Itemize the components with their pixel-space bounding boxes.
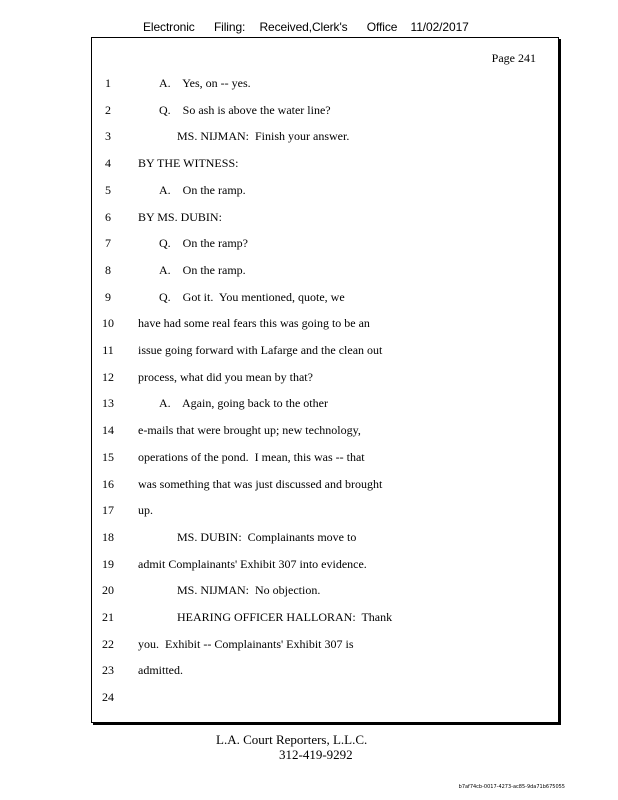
transcript-line <box>92 556 558 572</box>
transcript-line <box>92 209 558 225</box>
transcript-line <box>92 155 558 171</box>
line-text: MS. NIJMAN: No objection. <box>177 583 321 598</box>
transcript-line <box>92 422 558 438</box>
line-text: BY THE WITNESS: <box>138 156 239 171</box>
transcript-line <box>92 476 558 492</box>
line-number: 15 <box>102 449 114 464</box>
line-text: up. <box>138 503 153 518</box>
line-number: 8 <box>105 262 111 277</box>
transcript-line <box>92 662 558 678</box>
transcript-line <box>92 315 558 331</box>
line-number: 7 <box>105 236 111 251</box>
line-text: A. Yes, on -- yes. <box>159 76 251 90</box>
line-number: 4 <box>105 156 111 171</box>
transcript-line <box>92 289 558 305</box>
line-number: 21 <box>102 610 114 624</box>
line-number: 13 <box>102 396 114 411</box>
transcript-line <box>92 689 558 705</box>
transcript-line <box>92 262 558 278</box>
document-hash: b7af74cb-0017-4273-ac85-9da71b675055 <box>458 784 565 790</box>
line-number: 12 <box>102 369 114 384</box>
line-text: admit Complainants' Exhibit 307 into evidence. <box>138 556 367 571</box>
line-number: 19 <box>102 556 114 571</box>
line-text: A. On the ramp. <box>159 262 246 277</box>
transcript-line <box>92 235 558 251</box>
page-number: Page 241 <box>491 51 536 65</box>
transcript-line <box>92 102 558 118</box>
transcript-page <box>91 37 559 723</box>
line-number: 23 <box>102 663 114 678</box>
transcript-line <box>92 636 558 652</box>
transcript-line <box>92 449 558 465</box>
filing-header-date: 11/02/2017 <box>410 20 469 34</box>
line-text: operations of the pond. I mean, this was -- that <box>138 449 365 464</box>
line-number: 16 <box>102 476 114 491</box>
line-number: 5 <box>105 182 111 197</box>
line-text: admitted. <box>138 663 183 678</box>
line-number: 6 <box>105 209 111 224</box>
line-number: 20 <box>102 583 114 598</box>
line-text: issue going forward with Lafarge and the clean out <box>138 343 383 357</box>
line-number: 10 <box>102 316 114 331</box>
transcript-line <box>92 369 558 385</box>
line-text: BY MS. DUBIN: <box>138 209 222 224</box>
transcript-line <box>92 342 558 358</box>
line-text: Q. On the ramp? <box>159 236 248 251</box>
line-text: have had some real fears this was going to be an <box>138 316 370 331</box>
transcript-line <box>92 529 558 545</box>
line-text: Q. Got it. You mentioned, quote, we <box>159 289 345 304</box>
line-text: A. Again, going back to the other <box>159 396 328 411</box>
line-number: 2 <box>105 102 111 117</box>
line-text: MS. NIJMAN: Finish your answer. <box>177 129 350 144</box>
line-text: e-mails that were brought up; new technology, <box>138 423 361 438</box>
line-number: 22 <box>102 636 114 651</box>
transcript-line <box>92 609 558 625</box>
transcript-line <box>92 128 558 144</box>
line-number: 24 <box>102 690 114 705</box>
filing-header-word: Filing: <box>213 20 246 34</box>
line-number: 3 <box>105 129 111 144</box>
line-text: process, what did you mean by that? <box>138 369 313 384</box>
line-number: 9 <box>105 289 111 304</box>
line-text: was something that was just discussed and brought <box>138 476 383 491</box>
court-reporter-phone: 312-419-9292 <box>279 747 353 762</box>
line-text: Q. So ash is above the water line? <box>159 102 331 117</box>
line-text: you. Exhibit -- Complainants' Exhibit 307 is <box>138 636 354 651</box>
filing-header-word: Electronic <box>143 20 195 34</box>
transcript-line <box>92 75 558 91</box>
line-text: MS. DUBIN: Complainants move to <box>177 529 357 544</box>
line-text: HEARING OFFICER HALLORAN: Thank <box>177 610 393 624</box>
line-number: 11 <box>102 343 114 357</box>
transcript-line <box>92 502 558 518</box>
transcript-line <box>92 395 558 411</box>
filing-header <box>143 20 469 34</box>
line-text: A. On the ramp. <box>159 182 246 197</box>
line-number: 14 <box>102 423 114 438</box>
transcript-line <box>92 182 558 198</box>
line-number: 17 <box>102 503 114 518</box>
filing-header-word: Received,Clerk's <box>259 20 348 34</box>
filing-header-word: Office <box>366 20 398 34</box>
transcript-line <box>92 582 558 598</box>
line-number: 18 <box>102 529 114 544</box>
line-number: 1 <box>105 76 111 90</box>
court-reporter-name: L.A. Court Reporters, L.L.C. <box>216 732 368 747</box>
